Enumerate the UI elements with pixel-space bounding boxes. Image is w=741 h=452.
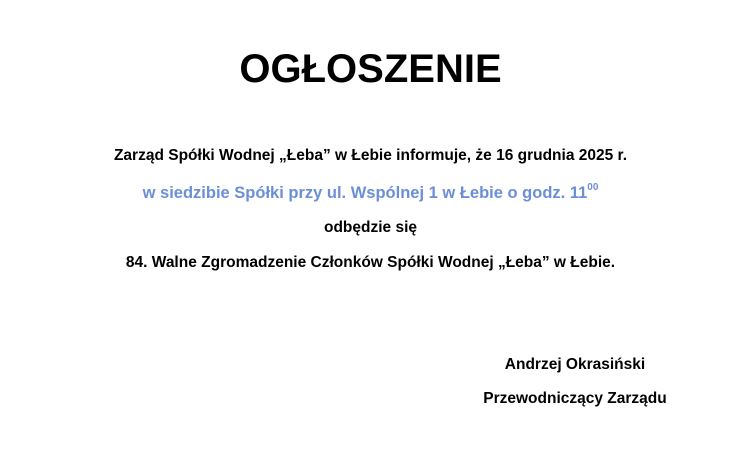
signature-role: Przewodniczący Zarządu bbox=[483, 390, 667, 407]
signature-name: Andrzej Okrasiński bbox=[504, 356, 646, 373]
meeting-location-time: w siedzibie Spółki przy ul. Wspólnej 1 w Łebie o godz. 11 bbox=[142, 184, 588, 202]
announcement-line-1: Zarząd Spółki Wodnej „Łeba” w Łebie informuje, że 16 grudnia 2025 r. bbox=[113, 147, 628, 164]
announcement-line-2 bbox=[0, 183, 741, 203]
time-minutes-superscript: 00 bbox=[587, 182, 599, 193]
announcement-title: OGŁOSZENIE bbox=[239, 47, 502, 91]
announcement-line-3: odbędzie się bbox=[323, 219, 418, 236]
announcement-line-4: 84. Walne Zgromadzenie Członków Spółki Wodnej „Łeba” w Łebie. bbox=[125, 254, 616, 271]
